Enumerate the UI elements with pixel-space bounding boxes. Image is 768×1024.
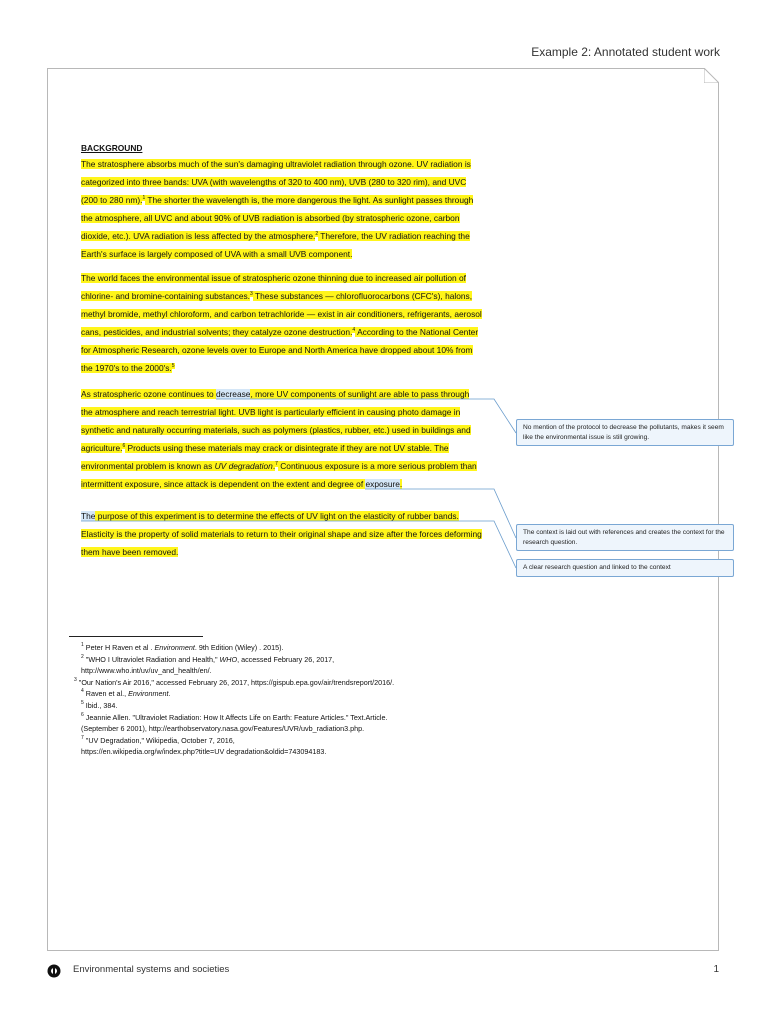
comment-anchor-the[interactable]: The (81, 511, 96, 521)
paragraph-1: The stratosphere absorbs much of the sun's damaging ultraviolet radiation through ozone. UV radiation is categorized into three bands: UVA (with wavelengths of 320 to 400 nm), UVB (280 to 320 rim), and UVC (200 to 280 nm).$^1$ The shorter the wavelength is, the more dangerous the light. As sunlight passes through the atmosphere, all UVC and about 90% of UVB radiation is absorbed (by stratospheric ozone, carbon dioxide, etc.). UVA radiation is less affected by the atmosphere.$^2$ Therefore, the UV radiation reaching the Earth's surface is largely composed of UVA with a small UVB component. (81, 159, 474, 259)
comment-anchor-exposure[interactable]: exposure (365, 479, 400, 489)
comment-anchor-decrease[interactable]: decrease (216, 389, 251, 399)
ib-logo-icon (47, 964, 61, 978)
document-body (81, 141, 483, 567)
paragraph-4: The purpose of this experiment is to determine the effects of UV light on the elasticity of rubber bands. Elasticity is the property of solid materials to return to their original shape and size after the forces deforming them have been removed. (81, 511, 482, 557)
footnote-6: $^6$ Jeannie Allen. "Ultraviolet Radiation: How It Affects Life on Earth: Feature Articles." Text.Article. (81, 711, 388, 722)
footer-subject: Environmental systems and societies (73, 964, 230, 975)
comment-bubble-protocol[interactable]: No mention of the protocol to decrease the pollutants, makes it seem like the environmental issue is still growing. (516, 419, 734, 446)
header-title: Example 2: Annotated student work (531, 45, 720, 59)
comment-bubble-research-question[interactable]: A clear research question and linked to the context (516, 559, 734, 577)
footnote-1: $^1$ Peter H Raven et al . Environment. 9th Edition (Wiley) . 2015). (81, 642, 284, 652)
paragraph-3: As stratospheric ozone continues to decrease, more UV components of sunlight are able to pass through the atmosphere and reach terrestrial light. UVB light is particularly efficient in causing photo damage in synthetic and naturally occurring materials, such as polymers (plastics, rubber, etc.) used in buildings and agriculture.$^6$ Products using these materials may crack or disintegrate if they are not UV stable. The environmental problem is known as UV degradation.$^7$ Continuous exposure is a more serious problem than intermittent exposure, since attack is dependent on the extent and degree of exposure. (81, 389, 477, 489)
footnote-5: $^5$ Ibid., 384. (81, 699, 118, 710)
page-corner-fold-icon (704, 68, 719, 83)
footnotes (74, 642, 494, 758)
footnote-7: $^7$ "UV Degradation," Wikipedia, October 7, 2016, (81, 734, 235, 745)
footnote-2-url[interactable]: http://www.who.int/uv/uv_and_health/en/. (81, 666, 212, 676)
footnote-6-url[interactable]: (September 6 2001), http://earthobservatory.nasa.gov/Features/UVR/uvb_radiation3.php. (81, 724, 365, 734)
section-heading: BACKGROUND (81, 143, 143, 153)
comment-bubble-context[interactable]: The context is laid out with references and creates the context for the research question. (516, 524, 734, 551)
footnote-separator (69, 636, 203, 637)
footnote-3: $^3$ "Our Nation's Air 2016," accessed February 26, 2017, https://gispub.epa.gov/air/trendsreport/2016/. (74, 676, 395, 687)
paragraph-2: The world faces the environmental issue of stratospheric ozone thinning due to increased air pollution of chlorine- and bromine-containing substances.$^3$ These substances — chlorofluorocarbons (CFC's), halons, methyl bromide, methyl chloroform, and carbon tetrachloride — exist in air conditioners, refrigerants, aerosol cans, pesticides, and industrial solvents; they catalyze ozone destruction.$^4$ According to the National Center for Atmospheric Research, ozone levels over to Europe and North America have dropped about 10% from the 1970's to the 2000's.$^5$ (81, 273, 482, 373)
footnote-4: $^4$ Raven et al., Environment. (81, 688, 171, 699)
footnote-7-url[interactable]: https://en.wikipedia.org/w/index.php?title=UV degradation&oldid=743094183. (81, 747, 327, 757)
page-number: 1 (713, 964, 719, 975)
footnote-2: $^2$ "WHO I Ultraviolet Radiation and Health," WHO, accessed February 26, 2017, (81, 653, 335, 664)
